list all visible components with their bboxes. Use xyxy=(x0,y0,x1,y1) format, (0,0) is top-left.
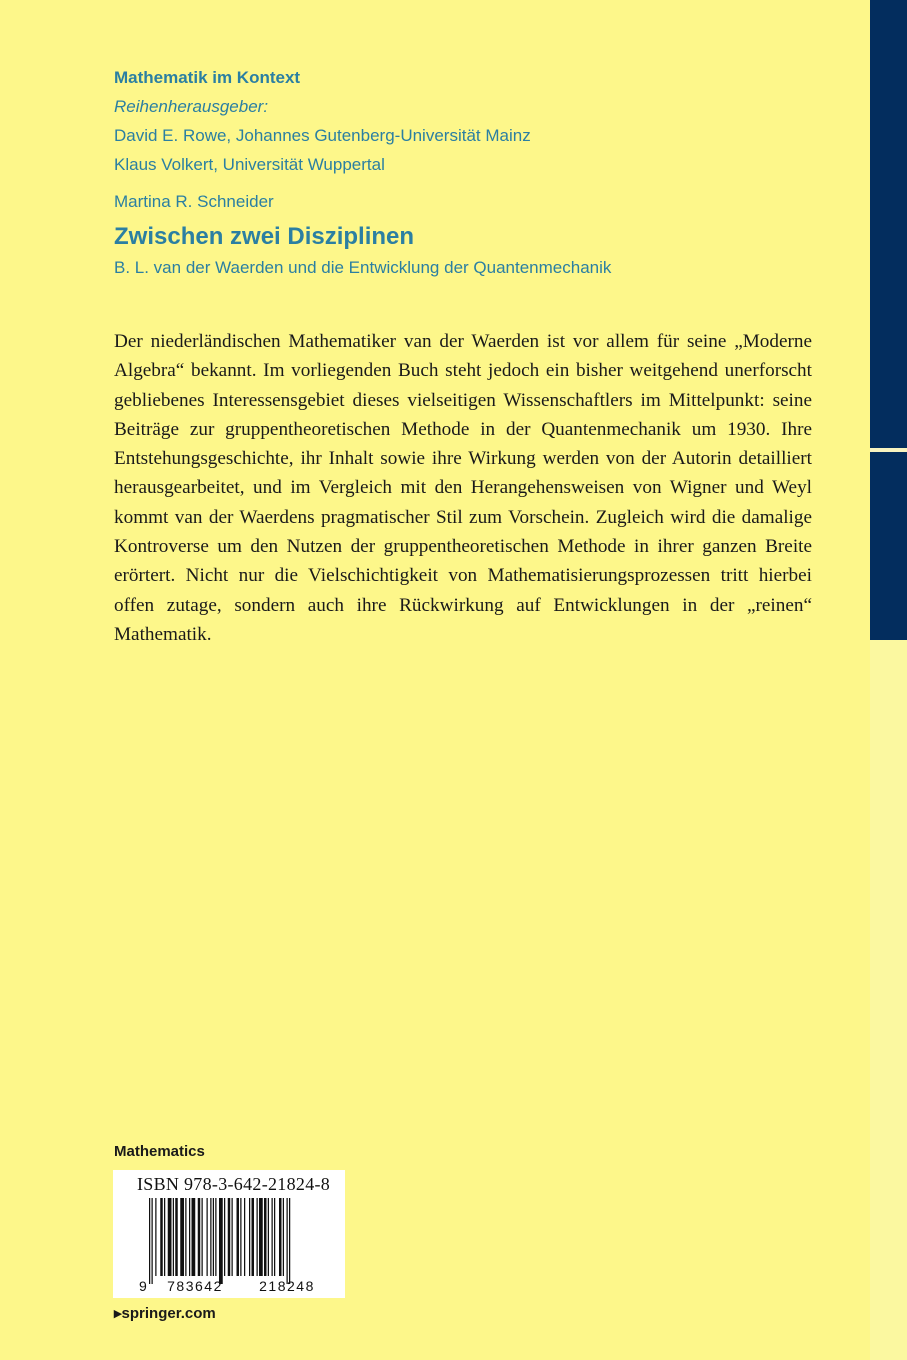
barcode-bar xyxy=(244,1198,245,1276)
series-editor: David E. Rowe, Johannes Gutenberg-Universität Mainz xyxy=(114,126,531,145)
book-subtitle: B. L. van der Waerden und die Entwicklung der Quantenmechanik xyxy=(114,258,612,277)
barcode-bar xyxy=(175,1198,178,1276)
barcode-bar xyxy=(164,1198,165,1276)
barcode-bar xyxy=(149,1198,150,1284)
barcode-bar xyxy=(152,1198,153,1284)
barcode-bar xyxy=(252,1198,255,1276)
barcode-bar xyxy=(168,1198,172,1276)
book-title: Zwischen zwei Disziplinen xyxy=(114,223,415,250)
barcode-bar xyxy=(185,1198,186,1276)
spine-lower xyxy=(870,640,907,1360)
barcode-bar xyxy=(289,1198,290,1284)
barcode-bar xyxy=(173,1198,174,1276)
barcode-bar xyxy=(207,1198,208,1276)
barcode-bar xyxy=(264,1198,267,1276)
barcode-bar xyxy=(192,1198,196,1276)
barcode-bar xyxy=(198,1198,201,1276)
barcode-bar xyxy=(219,1198,223,1284)
blurb-text: Der niederländischen Mathematiker van der Waerden ist vor allem für seine „Moderne Algebra“ bekannt. Im vorliegenden Buch steht jedoch ein bisher weitgehend unerforscht gebliebenes Interessensgebiet dieses vielseitigen Wissenschaftlers im Mittelpunkt: seine Beiträge zur gruppentheoretischen Methode in der Quantenmechanik um 1930. Ihre Entstehungsgeschichte, ihr Inhalt sowie ihre Wirkung werden von der Autorin detailliert herausgearbeitet, und im Vergleich mit den Herangehensweisen von Wigner und Weyl kommt van der Waerdens pragmatischer Stil zum Vorschein. Zugleich wird die damalige Kontroverse um den Nutzen der gruppentheoretischen Methode in ihrer ganzen Breite erörtert. Nicht nur die Vielschichtigkeit von Mathematisierungsprozessen tritt hierbei offen zutage, sondern auch ihre Rückwirkung auf Entwicklungen in der „reinen“ Mathematik. xyxy=(114,331,812,645)
barcode-graphic xyxy=(139,1198,333,1294)
barcode-bar xyxy=(279,1198,282,1276)
barcode-bar xyxy=(272,1198,273,1276)
barcode-bar xyxy=(237,1198,240,1276)
book-blurb xyxy=(114,327,812,649)
book-author: Martina R. Schneider xyxy=(114,192,274,211)
subject-label: Mathematics xyxy=(114,1143,205,1160)
barcode-bar xyxy=(249,1198,250,1276)
isbn-label: ISBN 978-3-642-21824-8 xyxy=(137,1174,331,1194)
barcode-digit: 218248 xyxy=(259,1278,315,1294)
barcode-bar xyxy=(202,1198,203,1276)
spine-divider xyxy=(870,448,907,452)
barcode-bar xyxy=(274,1198,275,1276)
barcode-digit: 783642 xyxy=(167,1278,223,1294)
barcode-bar xyxy=(155,1198,156,1276)
barcode-bar xyxy=(232,1198,233,1276)
barcode-bar xyxy=(210,1198,211,1276)
isbn-barcode xyxy=(113,1170,345,1298)
barcode-bar xyxy=(160,1198,163,1276)
barcode-bar xyxy=(215,1198,216,1276)
barcode-bar xyxy=(228,1198,231,1276)
barcode-bar xyxy=(213,1198,214,1276)
barcode-bar xyxy=(287,1198,288,1284)
barcode-bar xyxy=(268,1198,269,1276)
barcode-bar xyxy=(259,1198,263,1276)
barcode-bar xyxy=(240,1198,241,1276)
series-editor: Klaus Volkert, Universität Wuppertal xyxy=(114,155,385,174)
series-editors-label: Reihenherausgeber: xyxy=(114,97,269,116)
barcode-digit: 9 xyxy=(139,1278,147,1294)
publisher-link-label: springer.com xyxy=(121,1305,216,1322)
publisher-link[interactable] xyxy=(114,1304,216,1322)
series-title: Mathematik im Kontext xyxy=(114,68,301,87)
barcode-bar xyxy=(224,1198,225,1276)
barcode-bar xyxy=(180,1198,184,1276)
barcode-bar xyxy=(189,1198,190,1276)
series-block xyxy=(114,63,531,179)
barcode-bar xyxy=(257,1198,258,1276)
barcode-bar xyxy=(283,1198,284,1276)
arrow-right-icon: ▸ xyxy=(114,1305,122,1322)
spine-band xyxy=(870,0,907,640)
